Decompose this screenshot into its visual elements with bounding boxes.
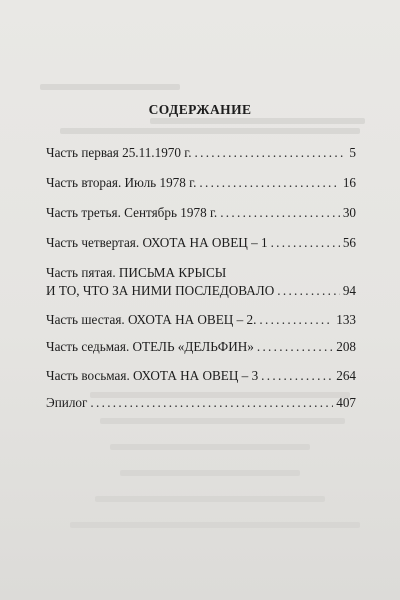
toc-entry-title-line1: Часть пятая. ПИСЬМА КРЫСЫ [46, 265, 227, 280]
toc-entry[interactable] [46, 201, 356, 225]
toc-entry-page: 16 [342, 175, 356, 190]
toc-entry[interactable] [46, 308, 356, 332]
show-through-mark [150, 118, 365, 124]
show-through-mark [100, 418, 345, 424]
table-of-contents [46, 141, 356, 415]
toc-entry-title: Часть вторая. Июль 1978 г. [46, 175, 197, 190]
dot-leader [90, 391, 333, 415]
toc-entry-page: 94 [342, 283, 356, 298]
toc-entry-page: 133 [336, 312, 356, 327]
show-through-mark [95, 496, 325, 502]
toc-entry-title: Часть седьмая. ОТЕЛЬ «ДЕЛЬФИН» [46, 339, 254, 354]
toc-entry[interactable] [46, 141, 356, 165]
toc-entry[interactable] [46, 391, 356, 415]
show-through-mark [110, 444, 310, 450]
page-title: СОДЕРЖАНИЕ [148, 102, 252, 117]
dot-leader [195, 141, 347, 165]
dot-leader [257, 335, 333, 359]
show-through-mark [70, 522, 360, 528]
toc-entry-title: И ТО, ЧТО ЗА НИМИ ПОСЛЕДОВАЛО [46, 283, 275, 298]
toc-entry-title: Часть первая 25.11.1970 г. [46, 145, 192, 160]
dot-leader [261, 364, 333, 388]
toc-entry-title: Часть третья. Сентябрь 1978 г. [46, 205, 218, 220]
dot-leader [220, 201, 340, 225]
toc-entry-title-line2-row [46, 282, 356, 302]
toc-entry-title: Часть четвертая. ОХОТА НА ОВЕЦ – 1 [46, 235, 268, 250]
toc-entry[interactable] [46, 231, 356, 255]
toc-entry-title: Часть восьмая. ОХОТА НА ОВЕЦ – 3 [46, 368, 259, 383]
show-through-mark [40, 84, 180, 90]
toc-entry[interactable] [46, 264, 356, 304]
show-through-mark [60, 128, 360, 134]
toc-entry-page: 56 [342, 235, 356, 250]
dot-leader [277, 282, 340, 300]
toc-entry-page: 407 [336, 395, 356, 410]
toc-entry-title: Часть шестая. ОХОТА НА ОВЕЦ – 2. [46, 312, 257, 327]
toc-entry-title: Эпилог [46, 395, 88, 410]
toc-entry-page: 30 [342, 205, 356, 220]
dot-leader [271, 231, 340, 255]
show-through-mark [120, 470, 300, 476]
toc-entry[interactable] [46, 171, 356, 195]
toc-entry-page: 208 [336, 339, 356, 354]
toc-entry[interactable] [46, 364, 356, 388]
toc-entry-page: 264 [336, 368, 356, 383]
dot-leader [259, 308, 333, 332]
toc-entry-page: 5 [349, 145, 356, 160]
toc-entry[interactable] [46, 335, 356, 359]
dot-leader [199, 171, 339, 195]
